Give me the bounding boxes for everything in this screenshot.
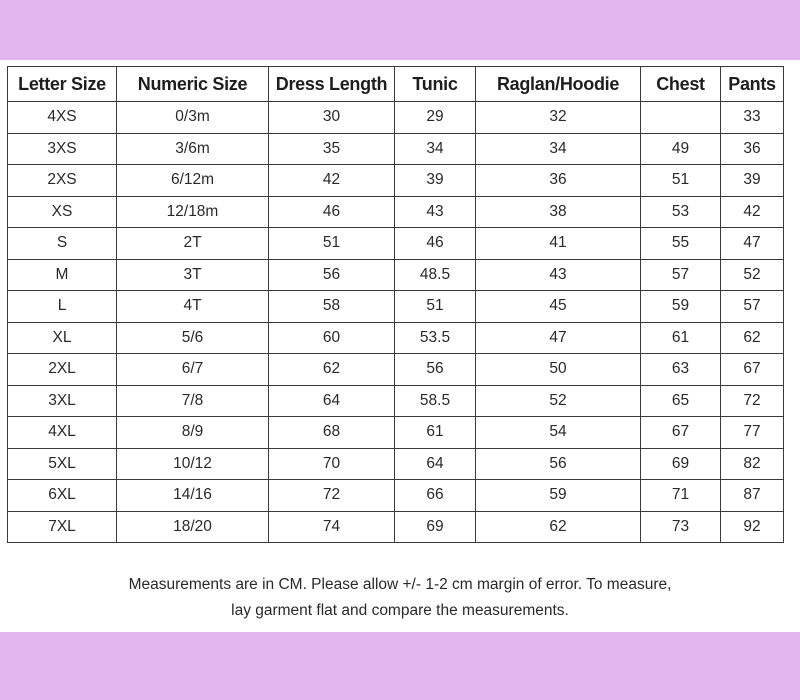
measurement-note bbox=[0, 572, 800, 624]
table-header-row bbox=[8, 67, 784, 102]
cell-tunic: 66 bbox=[395, 480, 476, 512]
cell-pants: 36 bbox=[721, 133, 784, 165]
cell-dress-length: 64 bbox=[269, 385, 395, 417]
table-row bbox=[8, 354, 784, 386]
cell-numeric-size: 8/9 bbox=[117, 417, 269, 449]
cell-numeric-size: 5/6 bbox=[117, 322, 269, 354]
cell-letter-size: 3XS bbox=[8, 133, 117, 165]
cell-raglan-hoodie: 50 bbox=[476, 354, 641, 386]
cell-letter-size: 2XS bbox=[8, 165, 117, 197]
cell-pants: 47 bbox=[721, 228, 784, 260]
table-row bbox=[8, 228, 784, 260]
cell-tunic: 61 bbox=[395, 417, 476, 449]
cell-pants: 39 bbox=[721, 165, 784, 197]
cell-raglan-hoodie: 62 bbox=[476, 511, 641, 543]
cell-raglan-hoodie: 54 bbox=[476, 417, 641, 449]
cell-numeric-size: 3/6m bbox=[117, 133, 269, 165]
cell-letter-size: XS bbox=[8, 196, 117, 228]
cell-chest: 57 bbox=[641, 259, 721, 291]
table-row bbox=[8, 133, 784, 165]
cell-raglan-hoodie: 45 bbox=[476, 291, 641, 323]
cell-tunic: 39 bbox=[395, 165, 476, 197]
cell-numeric-size: 14/16 bbox=[117, 480, 269, 512]
cell-numeric-size: 2T bbox=[117, 228, 269, 260]
cell-numeric-size: 6/7 bbox=[117, 354, 269, 386]
cell-tunic: 29 bbox=[395, 102, 476, 134]
cell-dress-length: 62 bbox=[269, 354, 395, 386]
cell-numeric-size: 6/12m bbox=[117, 165, 269, 197]
cell-numeric-size: 10/12 bbox=[117, 448, 269, 480]
top-color-band bbox=[0, 0, 800, 60]
cell-dress-length: 56 bbox=[269, 259, 395, 291]
cell-numeric-size: 12/18m bbox=[117, 196, 269, 228]
cell-numeric-size: 7/8 bbox=[117, 385, 269, 417]
table-row bbox=[8, 417, 784, 449]
header-letter-size: Letter Size bbox=[8, 67, 117, 102]
cell-raglan-hoodie: 56 bbox=[476, 448, 641, 480]
size-table bbox=[7, 66, 784, 543]
cell-dress-length: 68 bbox=[269, 417, 395, 449]
cell-letter-size: 6XL bbox=[8, 480, 117, 512]
cell-dress-length: 60 bbox=[269, 322, 395, 354]
note-line-2: lay garment flat and compare the measurements. bbox=[231, 602, 569, 619]
cell-numeric-size: 18/20 bbox=[117, 511, 269, 543]
cell-dress-length: 30 bbox=[269, 102, 395, 134]
note-line-1: Measurements are in CM. Please allow +/- 1-2 cm margin of error. To measure, bbox=[128, 576, 672, 593]
cell-chest: 73 bbox=[641, 511, 721, 543]
cell-raglan-hoodie: 43 bbox=[476, 259, 641, 291]
cell-pants: 52 bbox=[721, 259, 784, 291]
cell-tunic: 48.5 bbox=[395, 259, 476, 291]
cell-letter-size: L bbox=[8, 291, 117, 323]
cell-chest: 71 bbox=[641, 480, 721, 512]
cell-pants: 62 bbox=[721, 322, 784, 354]
size-chart bbox=[0, 60, 800, 632]
cell-chest: 63 bbox=[641, 354, 721, 386]
cell-pants: 77 bbox=[721, 417, 784, 449]
table-row bbox=[8, 322, 784, 354]
cell-chest: 55 bbox=[641, 228, 721, 260]
table-row bbox=[8, 291, 784, 323]
table-row bbox=[8, 480, 784, 512]
bottom-color-band bbox=[0, 632, 800, 700]
table-row bbox=[8, 196, 784, 228]
cell-chest: 51 bbox=[641, 165, 721, 197]
cell-dress-length: 72 bbox=[269, 480, 395, 512]
cell-raglan-hoodie: 38 bbox=[476, 196, 641, 228]
cell-chest bbox=[641, 102, 721, 134]
header-raglan-hoodie: Raglan/Hoodie bbox=[476, 67, 641, 102]
cell-letter-size: M bbox=[8, 259, 117, 291]
table-row bbox=[8, 511, 784, 543]
cell-chest: 53 bbox=[641, 196, 721, 228]
cell-raglan-hoodie: 34 bbox=[476, 133, 641, 165]
cell-letter-size: 7XL bbox=[8, 511, 117, 543]
cell-pants: 42 bbox=[721, 196, 784, 228]
table-row bbox=[8, 259, 784, 291]
header-dress-length: Dress Length bbox=[269, 67, 395, 102]
table-row bbox=[8, 448, 784, 480]
table-row bbox=[8, 102, 784, 134]
cell-chest: 61 bbox=[641, 322, 721, 354]
table-row bbox=[8, 385, 784, 417]
cell-pants: 82 bbox=[721, 448, 784, 480]
cell-letter-size: XL bbox=[8, 322, 117, 354]
cell-dress-length: 70 bbox=[269, 448, 395, 480]
cell-tunic: 58.5 bbox=[395, 385, 476, 417]
cell-dress-length: 42 bbox=[269, 165, 395, 197]
cell-chest: 65 bbox=[641, 385, 721, 417]
cell-raglan-hoodie: 41 bbox=[476, 228, 641, 260]
cell-chest: 67 bbox=[641, 417, 721, 449]
cell-tunic: 56 bbox=[395, 354, 476, 386]
cell-numeric-size: 3T bbox=[117, 259, 269, 291]
cell-tunic: 51 bbox=[395, 291, 476, 323]
table-row bbox=[8, 165, 784, 197]
cell-chest: 69 bbox=[641, 448, 721, 480]
cell-dress-length: 35 bbox=[269, 133, 395, 165]
cell-raglan-hoodie: 32 bbox=[476, 102, 641, 134]
header-chest: Chest bbox=[641, 67, 721, 102]
header-numeric-size: Numeric Size bbox=[117, 67, 269, 102]
cell-raglan-hoodie: 36 bbox=[476, 165, 641, 197]
cell-numeric-size: 4T bbox=[117, 291, 269, 323]
header-pants: Pants bbox=[721, 67, 784, 102]
cell-letter-size: 4XS bbox=[8, 102, 117, 134]
cell-dress-length: 46 bbox=[269, 196, 395, 228]
cell-letter-size: 4XL bbox=[8, 417, 117, 449]
cell-dress-length: 58 bbox=[269, 291, 395, 323]
cell-pants: 33 bbox=[721, 102, 784, 134]
cell-raglan-hoodie: 52 bbox=[476, 385, 641, 417]
cell-tunic: 46 bbox=[395, 228, 476, 260]
cell-tunic: 64 bbox=[395, 448, 476, 480]
cell-pants: 67 bbox=[721, 354, 784, 386]
cell-dress-length: 51 bbox=[269, 228, 395, 260]
cell-pants: 57 bbox=[721, 291, 784, 323]
cell-tunic: 69 bbox=[395, 511, 476, 543]
cell-raglan-hoodie: 47 bbox=[476, 322, 641, 354]
cell-chest: 59 bbox=[641, 291, 721, 323]
cell-pants: 87 bbox=[721, 480, 784, 512]
cell-tunic: 34 bbox=[395, 133, 476, 165]
table-body bbox=[8, 102, 784, 543]
cell-raglan-hoodie: 59 bbox=[476, 480, 641, 512]
header-tunic: Tunic bbox=[395, 67, 476, 102]
cell-letter-size: S bbox=[8, 228, 117, 260]
cell-tunic: 43 bbox=[395, 196, 476, 228]
cell-letter-size: 5XL bbox=[8, 448, 117, 480]
cell-chest: 49 bbox=[641, 133, 721, 165]
cell-letter-size: 3XL bbox=[8, 385, 117, 417]
cell-pants: 92 bbox=[721, 511, 784, 543]
cell-tunic: 53.5 bbox=[395, 322, 476, 354]
cell-numeric-size: 0/3m bbox=[117, 102, 269, 134]
cell-letter-size: 2XL bbox=[8, 354, 117, 386]
cell-dress-length: 74 bbox=[269, 511, 395, 543]
cell-pants: 72 bbox=[721, 385, 784, 417]
